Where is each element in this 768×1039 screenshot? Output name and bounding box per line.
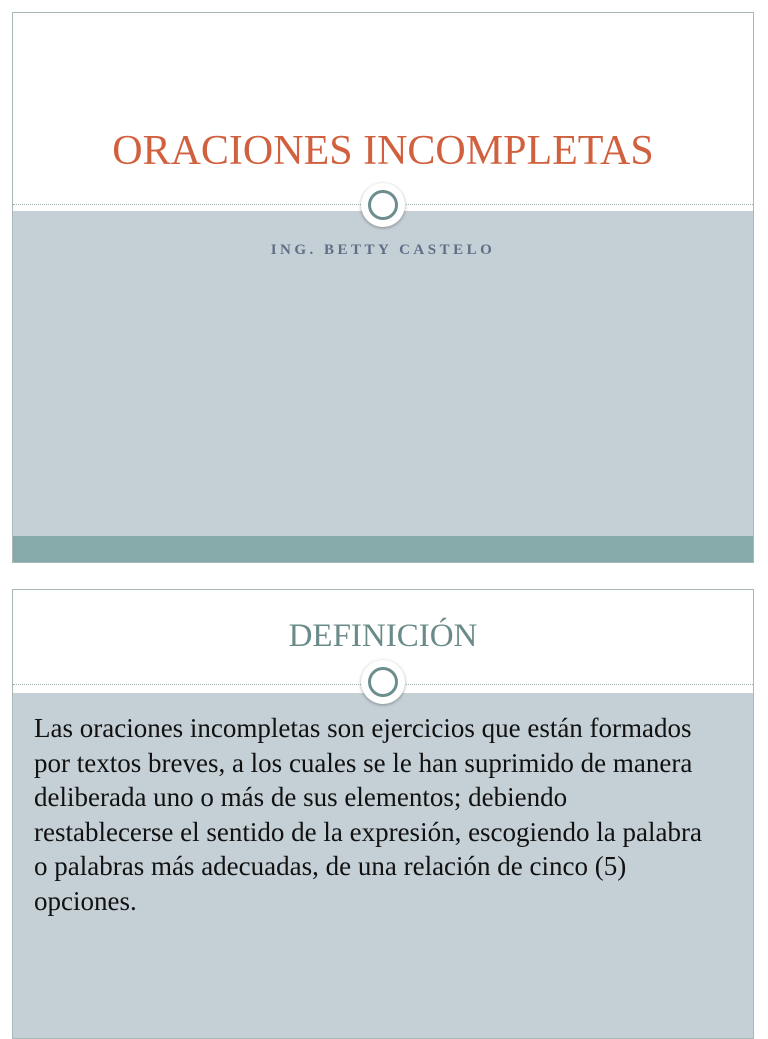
definition-slide bbox=[12, 589, 754, 1039]
footer-band bbox=[13, 536, 753, 562]
title-slide bbox=[12, 12, 754, 563]
slide-header-area bbox=[13, 13, 753, 210]
slide-title: DEFINICIÓN bbox=[288, 618, 478, 654]
circle-ornament-icon bbox=[361, 183, 405, 227]
slide-title: ORACIONES INCOMPLETAS bbox=[112, 128, 654, 174]
slide-subtitle: ING. BETTY CASTELO bbox=[270, 242, 496, 258]
slide-content-area bbox=[13, 211, 753, 536]
circle-ornament-icon bbox=[361, 660, 405, 704]
definition-text: Las oraciones incompletas son ejercicios que están formados por textos breves, a los cuales se le han suprimido de manera deliberada uno o más de sus elementos; debiendo restablecerse el sentido de la expresión, escogiendo la palabra o palabras más adecuadas, de una relación de cinco (5) opciones. bbox=[34, 713, 702, 916]
